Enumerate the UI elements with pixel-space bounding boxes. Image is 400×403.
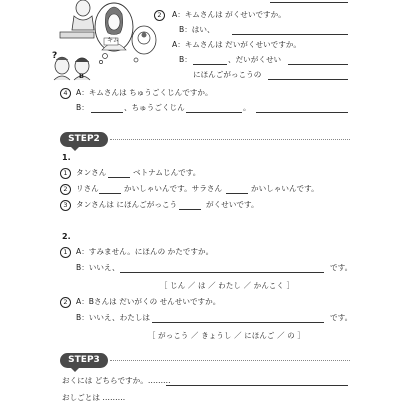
item-number: 1 — [60, 247, 71, 258]
answer-line[interactable] — [256, 112, 348, 113]
answer-line[interactable] — [232, 34, 348, 35]
question-text: A：キムさんは ちゅうごくじんですか。 — [76, 88, 213, 97]
b-label: B — [79, 72, 84, 80]
answer-line[interactable] — [99, 193, 121, 194]
question-text: A：すみません。にほんの かたですか。 — [76, 247, 214, 256]
sentence-text: タンさん — [76, 168, 107, 177]
name-tag-kim: キム — [107, 37, 119, 44]
answer-text: 、ちゅうごくじん — [124, 103, 185, 112]
step3-badge-tail — [70, 367, 80, 372]
section-divider — [110, 360, 350, 361]
section-divider — [110, 139, 350, 140]
question-mark-label: ? — [52, 51, 58, 61]
answer-line[interactable] — [288, 64, 348, 65]
question-text: おしごとは ……… — [62, 393, 126, 402]
answer-prefix: B： — [76, 103, 89, 112]
answer-prefix: B： — [179, 55, 192, 64]
answer-line[interactable] — [226, 193, 248, 194]
answer-text: 。 — [243, 103, 251, 112]
sentence-text: がくせいです。 — [206, 200, 259, 209]
question-text: A：Bさんは だいがくの せんせいですか。 — [76, 297, 221, 306]
answer-suffix: です。 — [330, 313, 353, 322]
answer-line[interactable] — [268, 79, 348, 80]
answer-line[interactable] — [166, 385, 348, 386]
answer-line[interactable] — [179, 209, 201, 210]
illustration — [40, 0, 170, 82]
item-number: 2 — [60, 184, 71, 195]
word-choices: ［ がっこう ／ きょうし ／ にほんご ／ の ］ — [148, 331, 306, 340]
question-text: A：キムさんは だいがくせいですか。 — [172, 40, 302, 49]
question-text: おくには どちらですか。……… — [62, 376, 171, 385]
answer-line[interactable] — [91, 112, 123, 113]
answer-suffix: です。 — [330, 263, 353, 272]
step2-badge: STEP2 — [60, 132, 108, 147]
sentence-text: リさん — [76, 184, 99, 193]
sentence-text: かいしゃいんです。 — [251, 184, 319, 193]
word-choices: ［ じん ／ は ／ わたし ／ かんこく ］ — [160, 281, 295, 290]
answer-text: 、だいがくせい — [228, 55, 282, 64]
thought-bubble-b — [132, 26, 156, 62]
step2-badge-tail — [70, 146, 80, 151]
answer-prefix: B：いいえ、わたしは — [76, 313, 151, 322]
section-label: 1. — [62, 153, 71, 162]
item-number: 4 — [60, 88, 71, 99]
item-number: 2 — [60, 297, 71, 308]
answer-prefix: B：はい、 — [179, 25, 215, 34]
sentence-text: タンさんは にほんごがっこう — [76, 200, 178, 209]
answer-line[interactable] — [270, 2, 348, 3]
thought-bubble-kim — [95, 3, 133, 64]
person-left-illustration — [60, 0, 94, 38]
answer-line[interactable] — [193, 64, 227, 65]
question-text: A：キムさんは がくせいですか。 — [172, 10, 286, 19]
item-number: 1 — [60, 168, 71, 179]
item-number: 3 — [60, 200, 71, 211]
answer-text: にほんごがっこうの — [193, 70, 262, 79]
answer-line[interactable] — [108, 177, 130, 178]
section-label: 2. — [62, 232, 71, 241]
sentence-text: かいしゃいんです。サラさん — [124, 184, 223, 193]
answer-prefix: B：いいえ、 — [76, 263, 120, 272]
sentence-text: ベトナムじんです。 — [133, 168, 201, 177]
item-number: 2 — [154, 10, 165, 21]
step3-badge: STEP3 — [60, 353, 108, 368]
answer-line[interactable] — [186, 112, 242, 113]
answer-line[interactable] — [120, 272, 324, 273]
answer-line[interactable] — [152, 322, 324, 323]
